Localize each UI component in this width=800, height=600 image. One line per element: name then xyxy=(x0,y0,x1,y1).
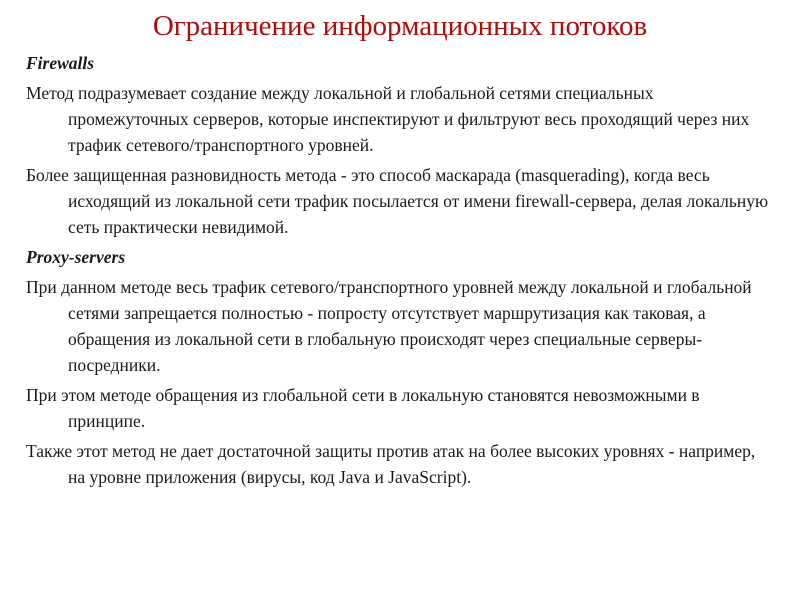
section-heading: Firewalls xyxy=(26,53,95,73)
section-firewalls xyxy=(26,50,774,240)
paragraph: Метод подразумевает создание между локальной и глобальной сетями специальных промежуточных серверов, которые инспектируют и фильтруют весь проходящий через них трафик сетевого/транспортного уровней. xyxy=(26,83,750,155)
slide-title: Ограничение информационных потоков xyxy=(152,10,648,42)
section-heading: Proxy-servers xyxy=(26,247,126,267)
slide-content xyxy=(26,50,774,494)
section-proxy-servers xyxy=(26,244,774,490)
paragraph: При этом методе обращения из глобальной сети в локальную становятся невозможными в принципе. xyxy=(26,385,700,431)
paragraph: Более защищенная разновидность метода - это способ маскарада (masquerading), когда весь исходящий из локальной сети трафик посылается от имени firewall-сервера, делая локальную сеть практически невидимой. xyxy=(26,165,769,237)
paragraph: При данном методе весь трафик сетевого/транспортного уровней между локальной и глобальной сетями запрещается полностью - попросту отсутствует маршрутизация как таковая, а обращения из локальной сети в глобальную происходят через специальные серверы-посредники. xyxy=(26,277,752,375)
paragraph: Также этот метод не дает достаточной защиты против атак на более высоких уровнях - например, на уровне приложения (вирусы, код Java и JavaScript). xyxy=(26,441,756,487)
